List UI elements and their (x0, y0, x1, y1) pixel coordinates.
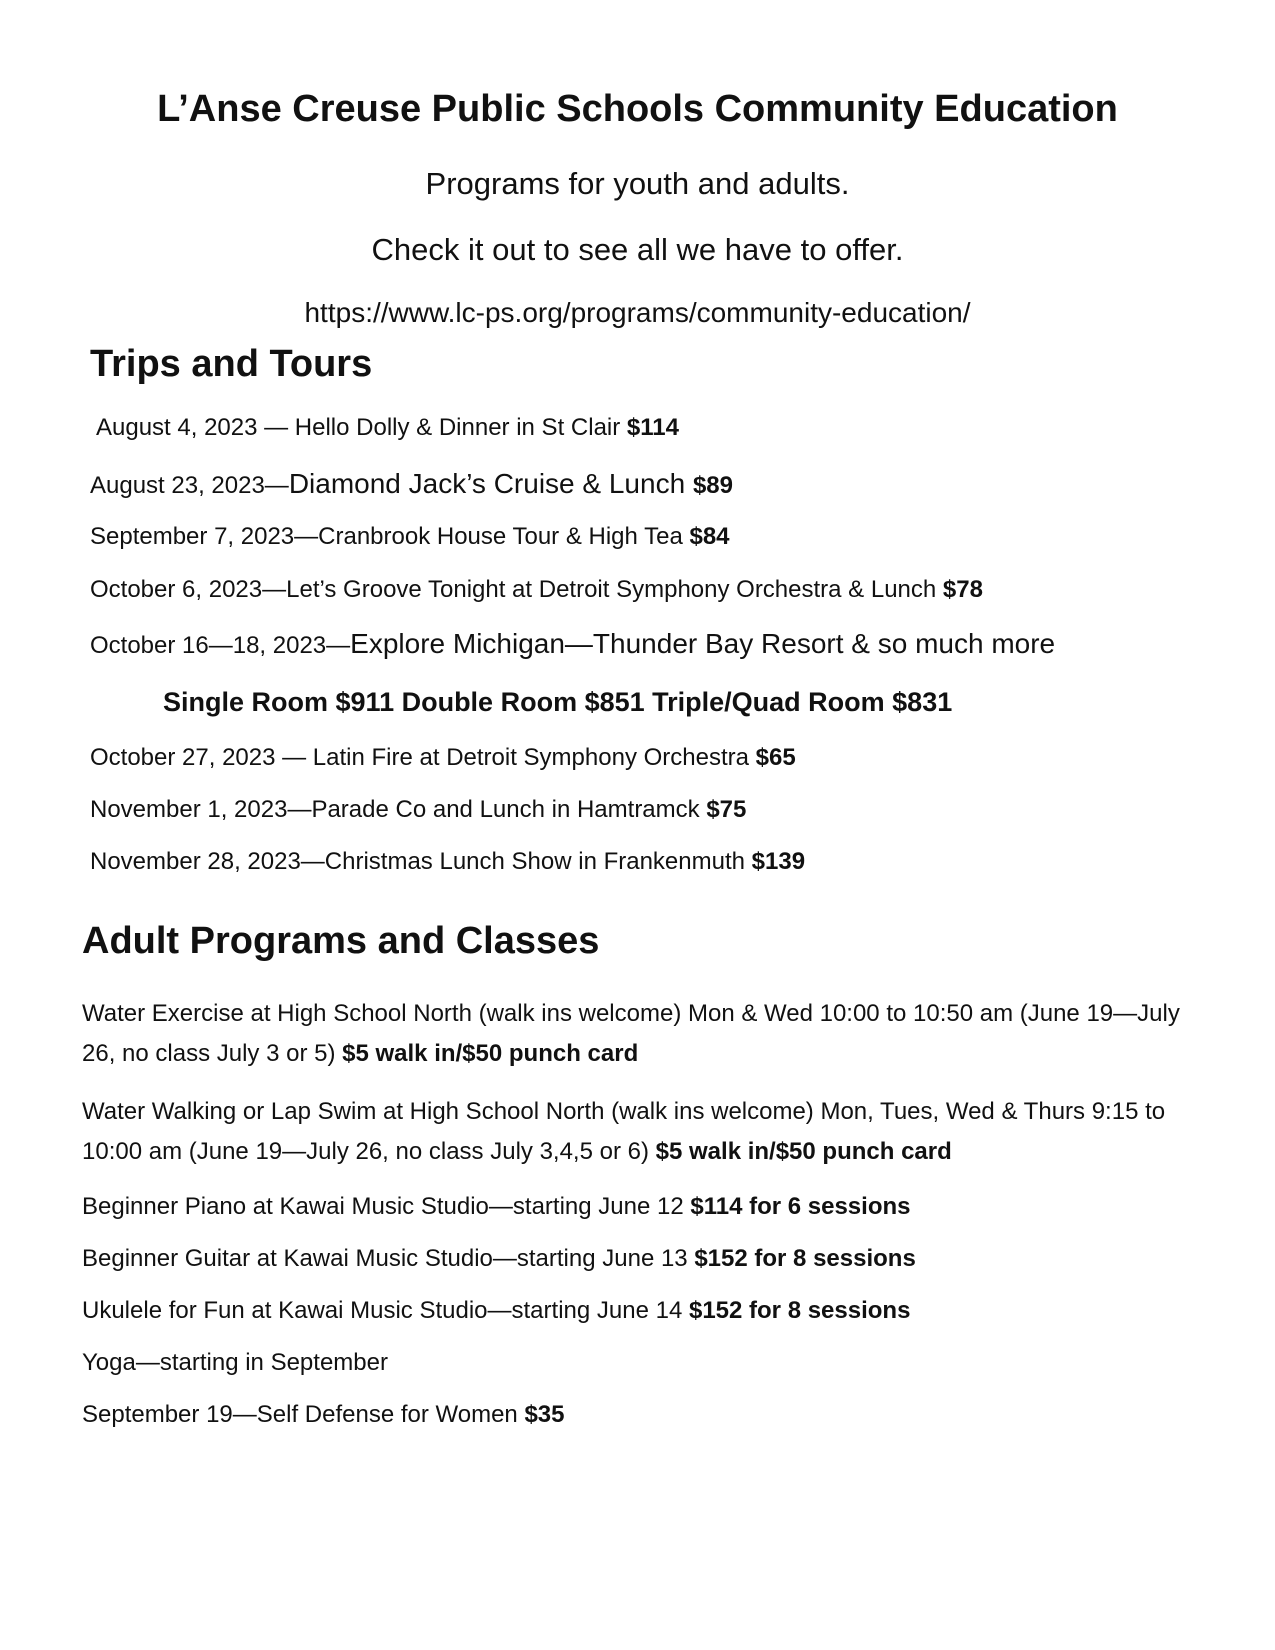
adult-item-text: Beginner Piano at Kawai Music Studio—starting June 12 (82, 1193, 691, 1220)
trip-price: $65 (755, 744, 796, 771)
trip-date: October 6, 2023— (90, 576, 287, 603)
trip-item (90, 576, 983, 604)
adult-item (82, 994, 1202, 1074)
trip-date: September 7, 2023— (90, 523, 319, 550)
trip-date: November 1, 2023— (90, 796, 312, 823)
trip-desc: Parade Co and Lunch in Hamtramck (311, 796, 707, 823)
trip-date: August 4, 2023 — (96, 414, 295, 441)
trip-price: $78 (942, 576, 983, 603)
adult-item-price: $35 (524, 1401, 565, 1428)
adult-heading: Adult Programs and Classes (82, 920, 600, 962)
trip-desc: Hello Dolly & Dinner in St Clair (294, 414, 627, 441)
trip-desc: Latin Fire at Detroit Symphony Orchestra (312, 744, 756, 771)
subtitle-programs: Programs for youth and adults. (425, 166, 850, 201)
website-url: https://www.lc-ps.org/programs/community-education/ (304, 297, 971, 328)
trips-heading: Trips and Tours (90, 343, 373, 385)
trip-item (90, 628, 1055, 660)
trip-item (96, 414, 679, 442)
trip-item (90, 848, 805, 876)
adult-item (82, 1193, 910, 1221)
adult-item-price: $5 walk in/$50 punch card (655, 1138, 952, 1165)
trip-price: $89 (692, 472, 733, 499)
trip-price: $75 (706, 796, 747, 823)
trip-desc: Let’s Groove Tonight at Detroit Symphony Orchestra & Lunch (286, 576, 943, 603)
adult-item-price: $114 for 6 sessions (690, 1193, 911, 1220)
adult-item-price: $152 for 8 sessions (694, 1245, 916, 1272)
adult-item-text: Ukulele for Fun at Kawai Music Studio—starting June 14 (82, 1297, 689, 1324)
adult-item-text: Water Walking or Lap Swim at High School North (walk ins welcome) Mon, Tues, Wed & Thurs 9:15 to 10:00 am (June 19—July 26, no class July 3,4,5 or 6) (82, 1098, 1166, 1165)
trip-date: November 28, 2023— (90, 848, 325, 875)
adult-item (82, 1245, 916, 1273)
page-title: L’Anse Creuse Public Schools Community Education (157, 88, 1118, 130)
trip-item (90, 744, 796, 772)
adult-item (82, 1092, 1202, 1172)
adult-item-text: Water Exercise at High School North (walk ins welcome) Mon & Wed 10:00 to 10:50 am (June 19—July 26, no class July 3 or 5) (82, 1000, 1180, 1067)
room-prices: Single Room $911 Double Room $851 Triple/Quad Room $831 (163, 687, 953, 717)
trip-item (90, 523, 730, 551)
subtitle-check-out: Check it out to see all we have to offer. (371, 232, 904, 267)
trip-price: $84 (689, 523, 730, 550)
adult-item (82, 1297, 910, 1325)
trip-desc: Diamond Jack’s Cruise & Lunch (288, 468, 693, 499)
trip-desc: Explore Michigan—Thunder Bay Resort & so much more (350, 628, 1056, 659)
adult-item-price: $152 for 8 sessions (688, 1297, 911, 1324)
adult-item-text: Yoga—starting in September (82, 1349, 388, 1376)
trip-desc: Christmas Lunch Show in Frankenmuth (324, 848, 752, 875)
trip-date: October 16—18, 2023— (90, 632, 351, 659)
adult-item-text: Beginner Guitar at Kawai Music Studio—starting June 13 (82, 1245, 695, 1272)
adult-item-text: September 19—Self Defense for Women (82, 1401, 525, 1428)
trip-item (90, 468, 733, 500)
trip-item (90, 796, 746, 824)
trip-date: October 27, 2023 — (90, 744, 313, 771)
adult-item (82, 1349, 388, 1377)
trip-desc: Cranbrook House Tour & High Tea (318, 523, 690, 550)
adult-item-price: $5 walk in/$50 punch card (342, 1040, 639, 1067)
trip-price: $114 (626, 414, 679, 441)
adult-item (82, 1401, 565, 1429)
trip-price: $139 (751, 848, 806, 875)
trip-date: August 23, 2023— (90, 472, 289, 499)
